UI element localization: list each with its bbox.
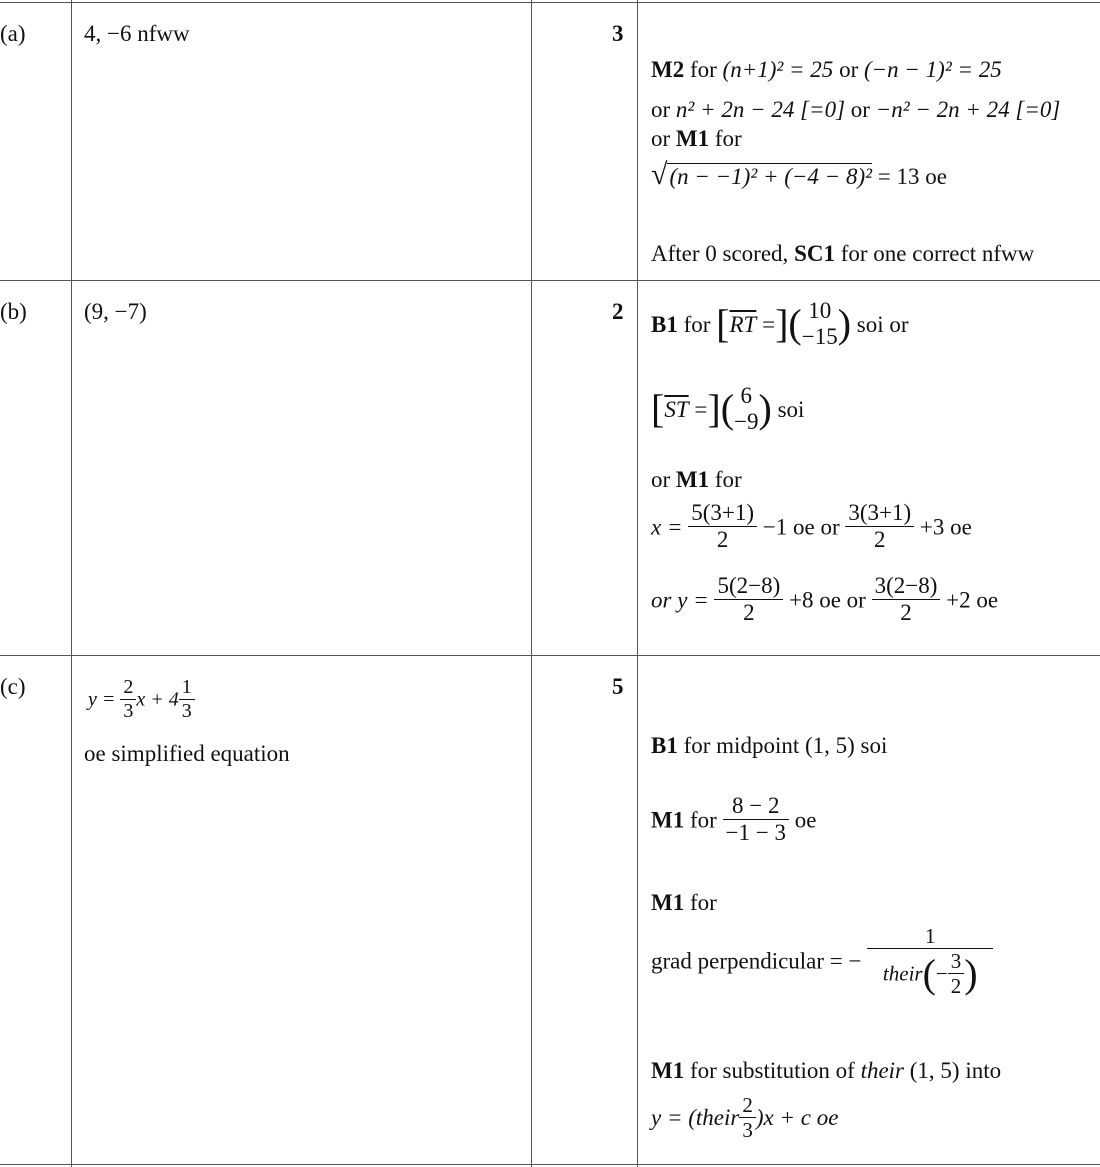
or-text: or [651, 467, 671, 492]
af1-num: 2 [120, 676, 136, 700]
perp-minus: − [848, 948, 862, 974]
sub-their: their [695, 1105, 740, 1131]
equals: = [756, 311, 776, 337]
substitution-text-2: (1, 5) into [909, 1058, 1002, 1083]
row-a-answer: 4, −6 nfww [84, 21, 190, 46]
perp-fraction [867, 924, 993, 998]
sqrt-symbol: √ [651, 158, 668, 191]
substitution-text: for substitution of [689, 1058, 855, 1083]
row-c-marks: 5 [612, 674, 624, 699]
row-c-answer-equation [88, 676, 195, 723]
col-divider-marks [637, 0, 638, 1167]
af2-den: 3 [181, 700, 192, 722]
or-text: or [651, 97, 671, 122]
af2-num: 1 [179, 676, 195, 700]
bracket-close: ] [707, 386, 721, 432]
oe-text: oe [794, 807, 817, 833]
soi-or-text: soi or [856, 311, 909, 337]
col-divider-answer [531, 0, 532, 1167]
x1-num: 5(3+1) [688, 500, 757, 527]
row-c-m1b-label [651, 891, 717, 914]
st-column-vector [734, 383, 758, 436]
m1-label: M1 [651, 1058, 685, 1083]
or-text: or [850, 97, 870, 122]
equation-2: (−n − 1)² = 25 [863, 57, 1002, 82]
y1-tail: +8 oe or [788, 587, 866, 613]
their-text: their [860, 1058, 905, 1083]
bracket-open: [ [716, 301, 730, 347]
sub-den: 3 [742, 1118, 753, 1143]
their-fraction [948, 949, 965, 998]
row-divider-b-c [0, 655, 1100, 656]
st-vector-name: $\overline{ST}$ [664, 396, 689, 422]
y2-num: 3(2−8) [872, 573, 941, 600]
b1-label: B1 [651, 311, 678, 337]
row-c-m1-substitution [651, 1059, 1001, 1082]
paren-close: ) [964, 950, 978, 996]
m1-label: M1 [651, 807, 685, 833]
paren-close: ) [758, 386, 772, 432]
equals: = [688, 396, 708, 422]
table-bottom-border [0, 1164, 1100, 1165]
b1-text: for midpoint (1, 5) soi [683, 733, 888, 758]
row-c-perpendicular [651, 924, 993, 998]
x2-den: 2 [874, 527, 886, 553]
or-text: or [651, 126, 671, 151]
oe-text: oe [925, 164, 947, 189]
m2-label: M2 [651, 57, 685, 82]
y-fraction-1 [714, 573, 783, 627]
their-minus: − [935, 961, 948, 986]
paren-open: ( [720, 386, 735, 432]
m1-label: M1 [675, 467, 710, 492]
paren-open: ( [788, 301, 802, 347]
row-divider-a-b [0, 280, 1100, 281]
m1-label: M1 [675, 126, 710, 151]
row-b-x-equation [651, 500, 972, 554]
row-a-marks: 3 [612, 21, 624, 46]
row-c-answer-note: oe simplified equation [84, 741, 290, 766]
x1-tail: −1 oe or [762, 514, 840, 540]
af1-den: 3 [123, 700, 134, 722]
rt-column-vector [802, 298, 838, 351]
sc1-text: for one correct nfww [840, 241, 1035, 266]
x-fraction-2 [845, 500, 914, 554]
x-fraction-1 [688, 500, 757, 554]
bracket-close: ] [775, 301, 789, 347]
row-c-b1-midpoint [651, 734, 887, 757]
for-text: for [683, 311, 711, 337]
y-fraction-2 [872, 573, 941, 627]
row-b-part: (b) [0, 299, 27, 324]
row-a-special-case [651, 242, 1034, 265]
row-b-marks: 2 [612, 299, 624, 324]
for-text: for [689, 807, 717, 833]
equation-1: (n+1)² = 25 [722, 57, 834, 82]
st-bottom: −9 [734, 409, 759, 435]
paren-open: ( [922, 950, 936, 996]
grad-num: 8 − 2 [723, 793, 789, 820]
row-a-guidance-line1 [651, 58, 1002, 81]
gradient-fraction [723, 793, 789, 847]
row-b-rt-vector [651, 298, 909, 351]
y1-den: 2 [743, 600, 755, 626]
row-b-y-equation [651, 573, 998, 627]
perp-text: grad perpendicular = [651, 948, 843, 974]
answer-fraction-1 [120, 676, 136, 723]
col-divider-part [71, 0, 72, 1167]
quadratic-2: −n² − 2n + 24 [=0] [875, 97, 1061, 122]
x2-tail: +3 oe [919, 514, 972, 540]
row-a-part: (a) [0, 21, 26, 46]
answer-fraction-2 [179, 676, 195, 723]
x1-den: 2 [716, 527, 729, 553]
for-text: for [689, 890, 717, 915]
row-c-line-equation [651, 1093, 838, 1142]
answer-mid: x + 4 [136, 688, 179, 711]
quadratic-1: n² + 2n − 24 [=0] [675, 97, 846, 122]
paren-close: ) [837, 301, 852, 347]
perp-num: 1 [867, 924, 993, 949]
b1-label: B1 [651, 733, 678, 758]
sub-y: y = ( [651, 1105, 696, 1131]
row-c-part: (c) [0, 674, 26, 699]
sub-num: 2 [739, 1093, 756, 1118]
answer-y: y = [88, 688, 116, 711]
for-text: for [714, 467, 742, 492]
their-num: 3 [948, 949, 965, 974]
for-text: for [714, 126, 742, 151]
their-den: 2 [950, 974, 962, 999]
table-top-border [0, 2, 1100, 3]
for-text: for [689, 57, 717, 82]
bracket-open: [ [651, 386, 665, 432]
y1-num: 5(2−8) [714, 573, 783, 600]
rt-top: 10 [808, 298, 832, 323]
row-a-guidance-line3 [651, 127, 742, 150]
sqrt-result: = 13 [877, 164, 920, 189]
soi-text: soi [777, 396, 805, 422]
y2-tail: +2 oe [946, 587, 999, 613]
or-text: or [839, 57, 859, 82]
sqrt-content: (n − −1)² + (−4 − 8)² [669, 164, 872, 189]
row-c-m1-gradient [651, 793, 816, 847]
sc1-label: SC1 [794, 241, 835, 266]
rt-vector-name: $\overline{RT}$ [729, 311, 757, 337]
x2-num: 3(3+1) [845, 500, 914, 527]
y2-den: 2 [900, 600, 912, 626]
row-b-or-m1 [651, 468, 742, 491]
after-text: After 0 scored, [651, 241, 789, 266]
rt-bottom: −15 [801, 324, 838, 350]
row-a-guidance-line2 [651, 98, 1060, 121]
m1-label: M1 [651, 890, 685, 915]
their-text: their [882, 961, 923, 986]
y-equals: or y = [651, 587, 709, 613]
st-top: 6 [740, 383, 752, 408]
x-equals: x = [651, 514, 683, 540]
row-b-st-vector [651, 383, 804, 436]
row-a-sqrt-expression [651, 160, 947, 190]
grad-den: −1 − 3 [725, 820, 786, 846]
perp-den [867, 949, 993, 998]
sub-tail: )x + c oe [755, 1105, 839, 1131]
sub-fraction [739, 1093, 756, 1142]
row-b-answer: (9, −7) [84, 299, 147, 324]
